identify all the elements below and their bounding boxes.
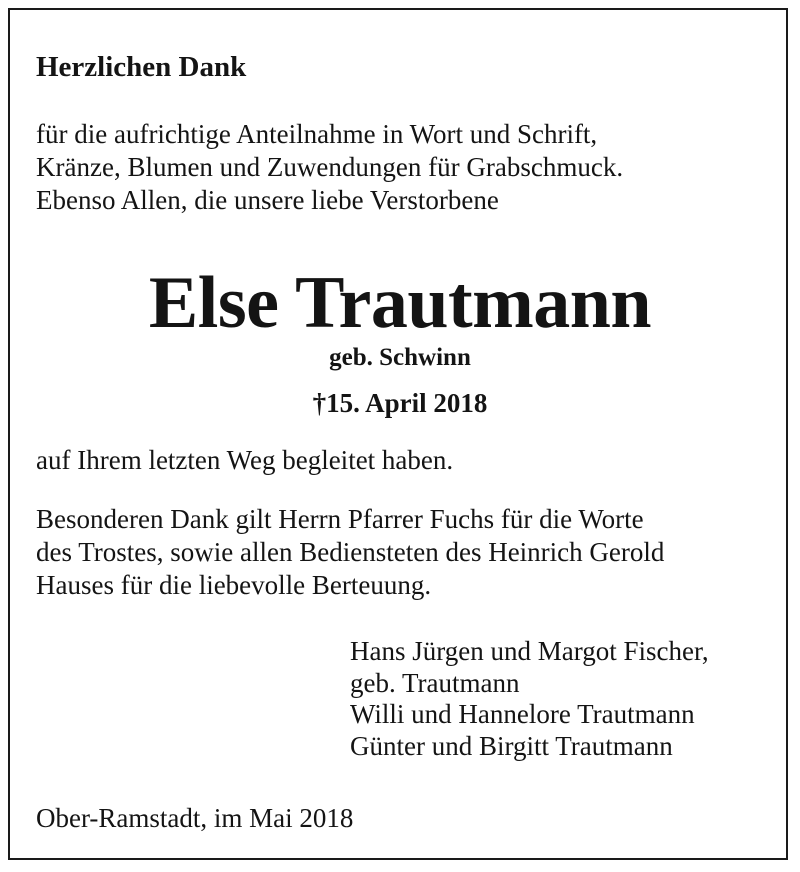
intro-paragraph — [36, 118, 623, 217]
signers-block — [350, 636, 709, 762]
intro-line: Ebenso Allen, die unsere liebe Verstorbene — [36, 185, 499, 215]
thanks-line: Besonderen Dank gilt Herrn Pfarrer Fuchs für die Worte — [36, 504, 644, 534]
place-and-date: Ober-Ramstadt, im Mai 2018 — [36, 803, 354, 833]
signer-line: Günter und Birgitt Trautmann — [350, 730, 673, 761]
signer-line: Willi und Hannelore Trautmann — [350, 699, 695, 729]
intro-line: für die aufrichtige Anteilnahme in Wort und Schrift, — [36, 119, 598, 149]
notice-heading: Herzlichen Dank — [36, 51, 247, 83]
closing-line: auf Ihrem letzten Weg begleitet haben. — [36, 445, 454, 475]
deceased-name: Else Trautmann — [148, 262, 652, 344]
deceased-birth-name: geb. Schwinn — [329, 344, 471, 371]
signer-line: geb. Trautmann — [350, 667, 520, 698]
thanks-paragraph — [36, 503, 664, 602]
signer-line: Hans Jürgen und Margot Fischer, — [350, 636, 709, 666]
intro-line: Kränze, Blumen und Zuwendungen für Grabschmuck. — [36, 152, 624, 182]
deceased-death-date: †15. April 2018 — [312, 388, 488, 418]
thanks-line: des Trostes, sowie allen Bediensteten des Heinrich Gerold — [36, 537, 665, 567]
closing-paragraph — [36, 444, 453, 477]
thanks-line: Hauses für die liebevolle Berteuung. — [36, 570, 432, 600]
